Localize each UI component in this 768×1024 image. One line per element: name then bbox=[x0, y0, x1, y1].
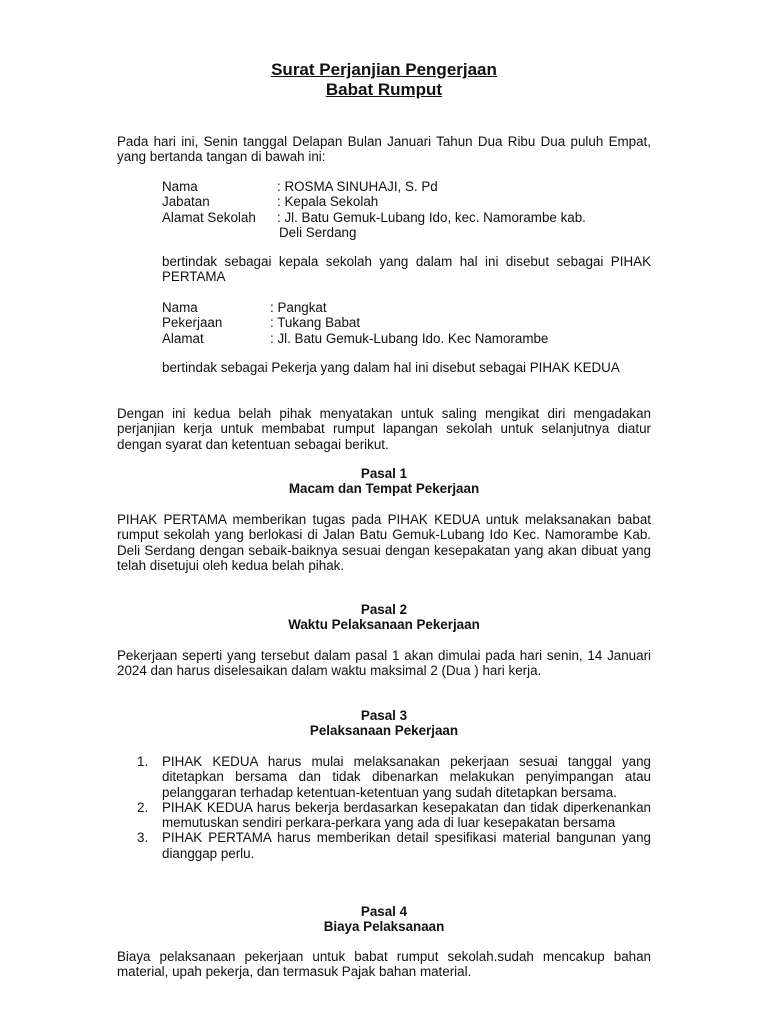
pasal-2-header bbox=[0, 602, 768, 633]
party-one-address-value: : Jl. Batu Gemuk-Lubang Ido, kec. Namorambe kab. bbox=[277, 209, 586, 225]
pasal-3-heading: Pelaksanaan Pekerjaan bbox=[309, 723, 459, 739]
list-item bbox=[137, 799, 651, 831]
document-title bbox=[0, 60, 768, 100]
pasal-3-list bbox=[137, 754, 651, 861]
party-one-position-value: : Kepala Sekolah bbox=[277, 194, 379, 210]
party-one-name-value: : ROSMA SINUHAJI, S. Pd bbox=[277, 179, 438, 194]
party-two-address-value: : Jl. Batu Gemuk-Lubang Ido. Kec Namorambe bbox=[270, 330, 549, 346]
pasal-4-text: Biaya pelaksanaan pekerjaan untuk babat rumput sekolah.sudah mencakup bahan material, upah pekerja, dan termasuk Pajak bahan material. bbox=[117, 949, 651, 980]
party-two-details bbox=[162, 300, 662, 346]
party-one-address-value-cont: Deli Serdang bbox=[279, 224, 357, 240]
pasal-1-text: PIHAK PERTAMA memberikan tugas pada PIHAK KEDUA untuk melaksanakan babat rumput sekolah yang berlokasi di Jalan Batu Gemuk-Lubang Ido Kec. Namorambe Kab. Deli Serdang dengan sebaik-baiknya sesuai dengan kesepakatan yang akan dibuat yang telah disetujui oleh kedua belah pihak. bbox=[117, 512, 651, 573]
list-item-text: PIHAK PERTAMA harus memberikan detail spesifikasi material bangunan yang dianggap perlu. bbox=[162, 830, 651, 861]
list-item-text: PIHAK KEDUA harus bekerja berdasarkan kesepakatan dan tidak diperkenankan memutuskan sendiri perkara-perkara yang ada di luar kesepakatan bersama bbox=[162, 799, 651, 831]
pasal-3-number: Pasal 3 bbox=[360, 708, 408, 723]
pasal-3-header bbox=[0, 708, 768, 739]
party-one-details bbox=[162, 179, 662, 241]
pasal-1-header bbox=[0, 466, 768, 497]
list-item-number: 2. bbox=[137, 799, 149, 815]
list-item-text: PIHAK KEDUA harus mulai melaksanakan pekerjaan sesuai tanggal yang ditetapkan bersama dan tidak dibenarkan melakukan penyimpangan atau pelanggaran terhadap ketentuan-ketentuan yang sudah ditetapkan bersama. bbox=[162, 754, 651, 800]
party-one-name-label: Nama bbox=[162, 179, 198, 194]
party-two-job-label: Pekerjaan bbox=[162, 315, 223, 331]
pasal-1-number: Pasal 1 bbox=[360, 466, 408, 481]
list-item-number: 3. bbox=[137, 830, 149, 846]
pasal-4-heading: Biaya Pelaksanaan bbox=[323, 919, 445, 935]
pasal-2-number: Pasal 2 bbox=[360, 602, 408, 617]
title-line-2: Babat Rumput bbox=[325, 80, 443, 99]
intro-paragraph: Pada hari ini, Senin tanggal Delapan Bulan Januari Tahun Dua Ribu Dua puluh Empat, yang bertanda tangan di bawah ini: bbox=[117, 134, 651, 165]
party-two-name-value: : Pangkat bbox=[270, 300, 327, 315]
party-one-position-label: Jabatan bbox=[162, 194, 210, 210]
pasal-4-header bbox=[0, 904, 768, 935]
agreement-paragraph: Dengan ini kedua belah pihak menyatakan untuk saling mengikat diri mengadakan perjanjian kerja untuk membabat rumput lapangan sekolah untuk selanjutnya diatur dengan syarat dan ketentuan sebagai berikut. bbox=[117, 406, 651, 452]
pasal-4-number: Pasal 4 bbox=[360, 904, 408, 919]
party-one-address-label: Alamat Sekolah bbox=[162, 209, 256, 225]
pasal-2-text: Pekerjaan seperti yang tersebut dalam pasal 1 akan dimulai pada hari senin, 14 Januari 2024 dan harus diselesaikan dalam waktu maksimal 2 (Dua ) hari kerja. bbox=[117, 648, 651, 679]
list-item-number: 1. bbox=[137, 754, 149, 769]
pasal-1-heading: Macam dan Tempat Pekerjaan bbox=[288, 481, 480, 497]
list-item bbox=[137, 754, 651, 800]
party-one-role: bertindak sebagai kepala sekolah yang dalam hal ini disebut sebagai PIHAK PERTAMA bbox=[162, 254, 651, 285]
party-two-role: bertindak sebagai Pekerja yang dalam hal ini disebut sebagai PIHAK KEDUA bbox=[162, 360, 620, 375]
party-two-address-label: Alamat bbox=[162, 330, 204, 346]
list-item bbox=[137, 830, 651, 861]
party-two-job-value: : Tukang Babat bbox=[270, 315, 361, 331]
party-two-name-label: Nama bbox=[162, 300, 198, 315]
pasal-2-heading: Waktu Pelaksanaan Pekerjaan bbox=[288, 617, 480, 633]
title-line-1: Surat Perjanjian Pengerjaan bbox=[271, 60, 497, 79]
